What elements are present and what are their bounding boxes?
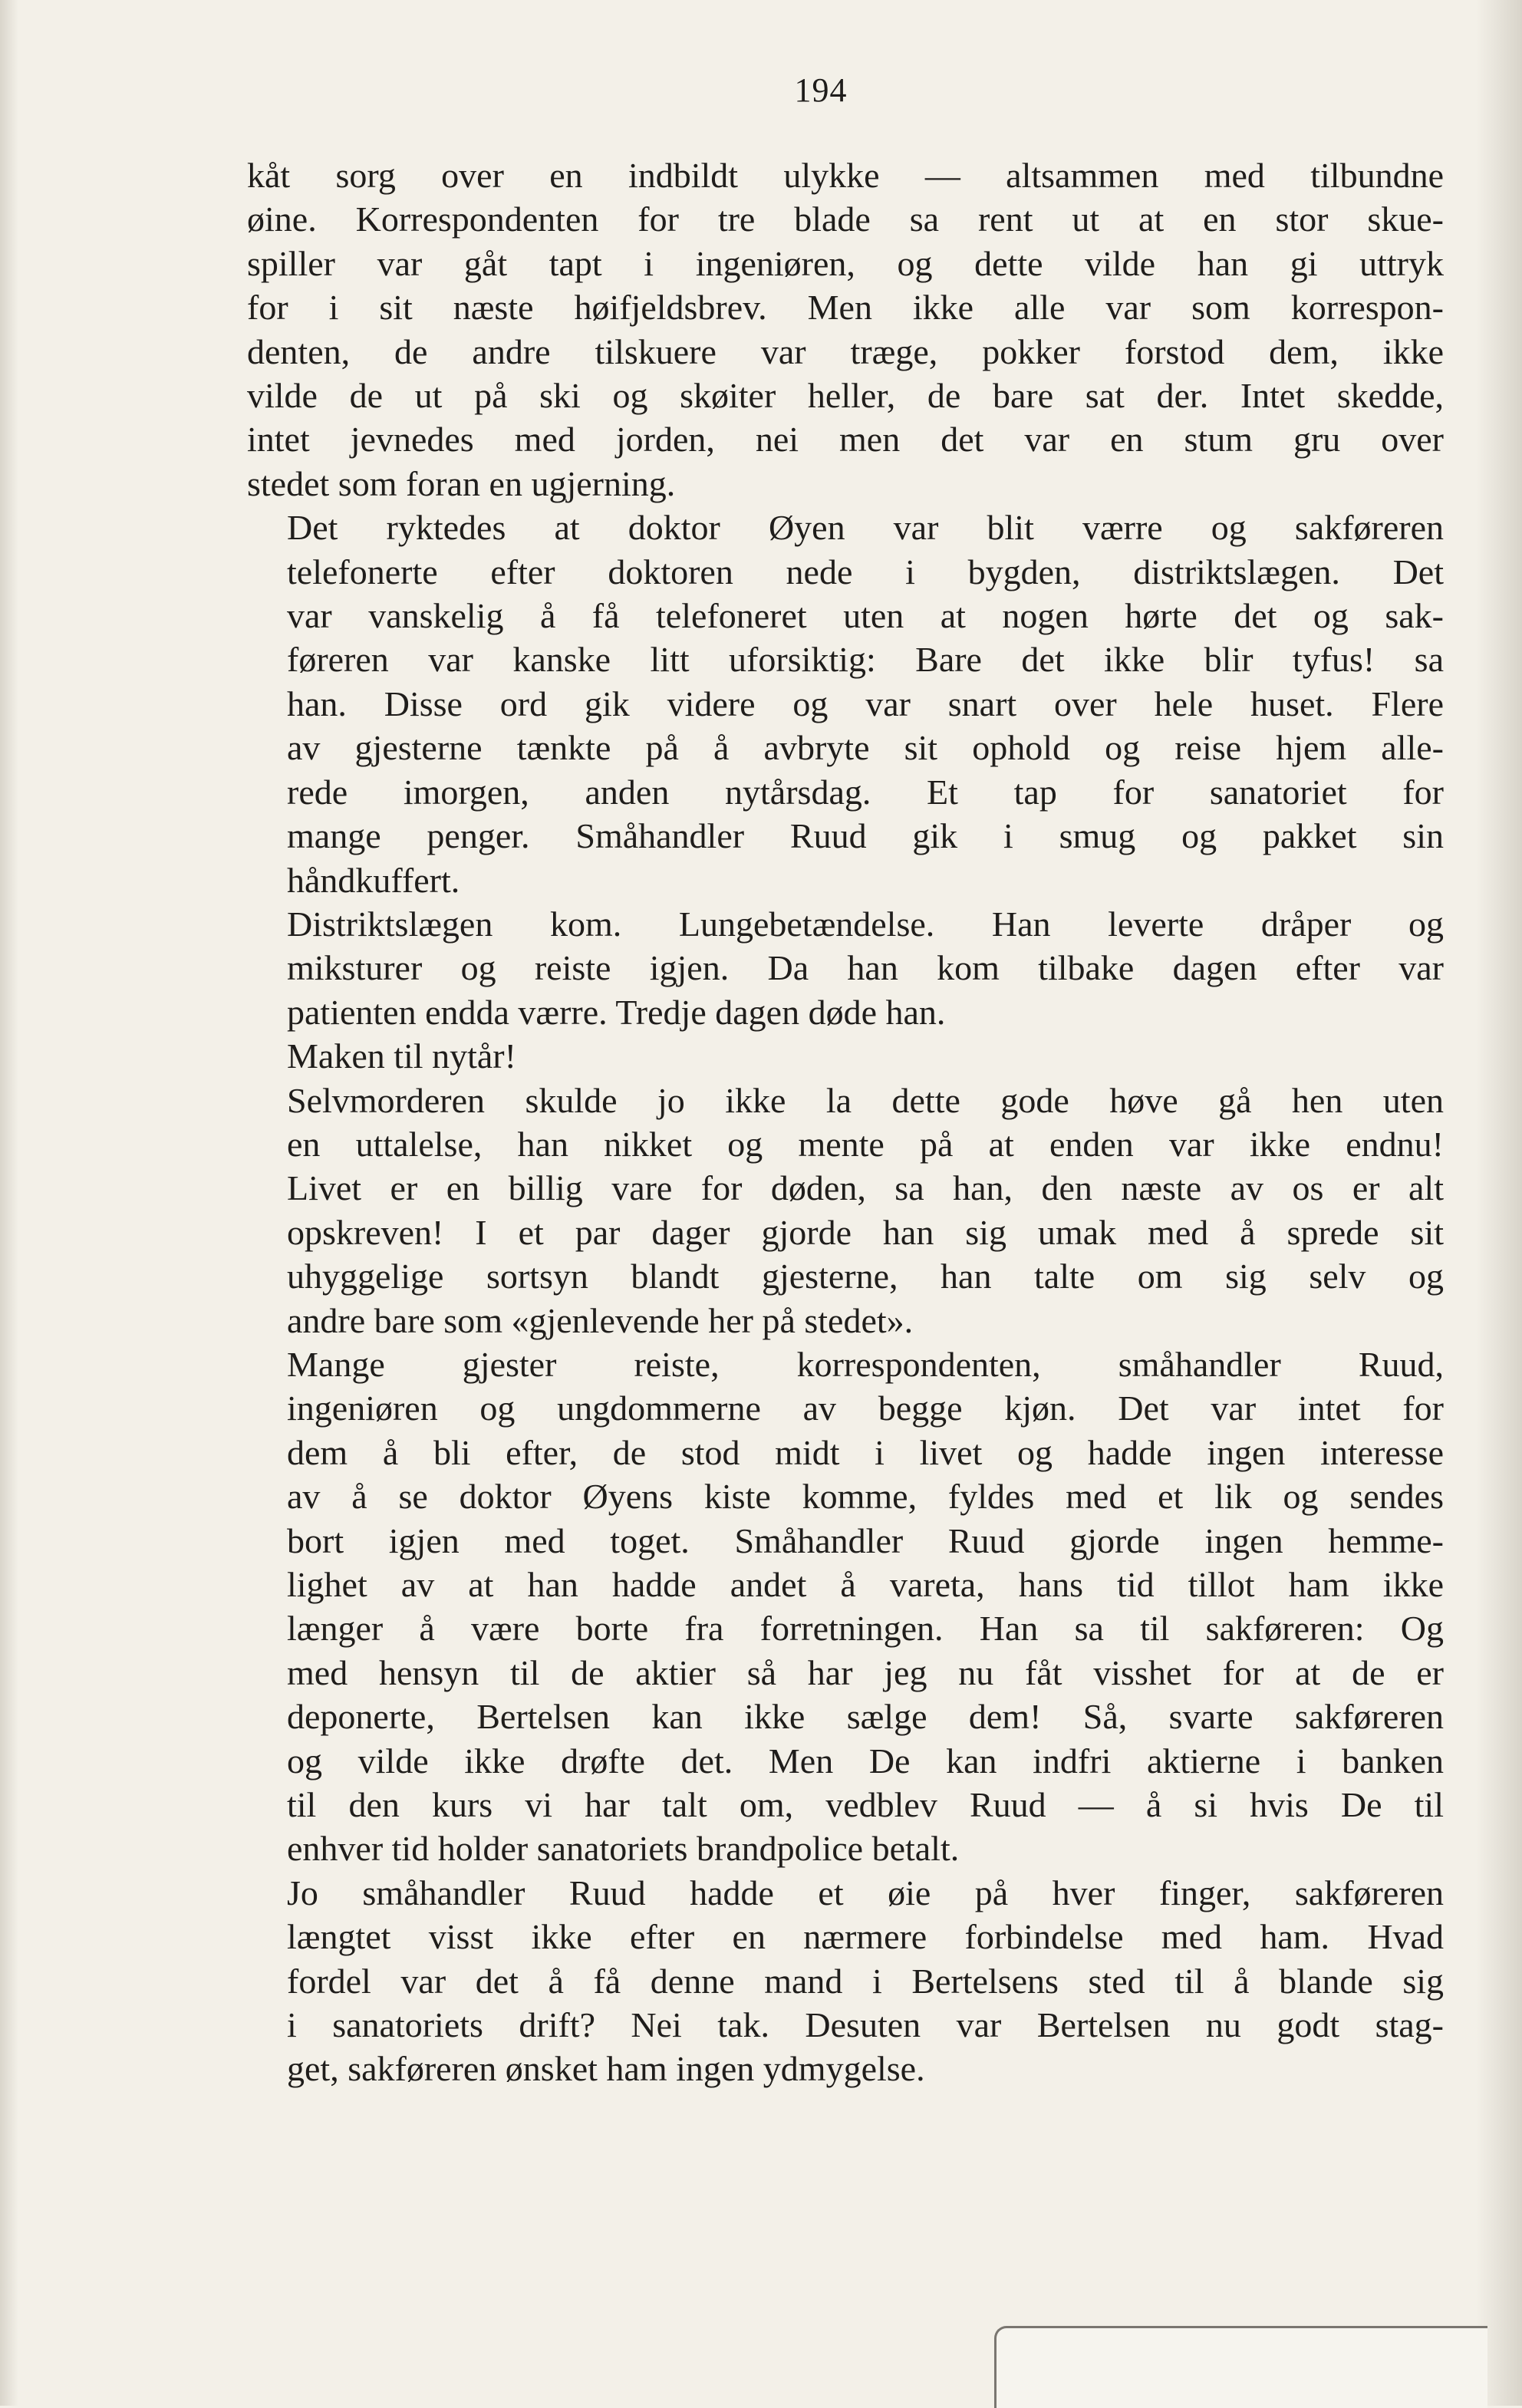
paragraph: [247, 1871, 1444, 2091]
text-line: Jo småhandler Ruud hadde et øie på hver finger, sakføreren: [287, 1873, 1444, 1912]
text-line: håndkuffert.: [287, 860, 460, 900]
text-line: for i sit næste høifjeldsbrev. Men ikke alle var som korrespon-: [247, 288, 1444, 328]
text-line: miksturer og reiste igjen. Da han kom tilbake dagen efter var: [287, 948, 1444, 988]
text-line: mange penger. Småhandler Ruud gik i smug og pakket sin: [287, 816, 1444, 856]
text-line: andre bare som «gjenlevende her på stedet».: [287, 1300, 914, 1340]
page-corner-tab: [994, 2326, 1487, 2408]
text-line: længer å være borte fra forretningen. Han sa til sakføreren: Og: [287, 1609, 1444, 1649]
text-line: patienten endda værre. Tredje dagen døde han.: [287, 992, 946, 1032]
text-line: get, sakføreren ønsket ham ingen ydmygelse.: [287, 2049, 925, 2089]
paragraph: [247, 506, 1444, 902]
paragraph: [247, 153, 1444, 506]
text-line: kåt sorg over en indbildt ulykke — altsammen med tilbundne: [247, 156, 1444, 195]
text-line: spiller var gåt tapt i ingeniøren, og dette vilde han gi uttryk: [247, 243, 1444, 283]
paragraph: [247, 1034, 1444, 1078]
text-line: Selvmorderen skulde jo ikke la dette gode høve gå hen uten: [287, 1080, 1444, 1120]
text-line: og vilde ikke drøfte det. Men De kan indfri aktierne i banken: [287, 1741, 1444, 1780]
paragraph: [247, 1342, 1444, 1871]
page-left-edge: [0, 0, 18, 2406]
text-line: han. Disse ord gik videre og var snart over hele huset. Flere: [287, 684, 1444, 723]
text-line: bort igjen med toget. Småhandler Ruud gjorde ingen hemme-: [287, 1520, 1444, 1560]
paragraph: [247, 902, 1444, 1034]
text-line: føreren var kanske litt uforsiktig: Bare det ikke blir tyfus! sa: [287, 640, 1444, 680]
text-line: av å se doktor Øyens kiste komme, fyldes med et lik og sendes: [287, 1477, 1444, 1517]
text-line: opskreven! I et par dager gjorde han sig umak med å sprede sit: [287, 1212, 1444, 1252]
text-line: en uttalelse, han nikket og mente på at enden var ikke endnu!: [287, 1124, 1444, 1164]
text-line: vilde de ut på ski og skøiter heller, de bare sat der. Intet skedde,: [247, 376, 1444, 416]
text-line: Mange gjester reiste, korrespondenten, småhandler Ruud,: [287, 1344, 1444, 1384]
text-line: til den kurs vi har talt om, vedblev Ruud — å si hvis De til: [287, 1785, 1444, 1825]
text-line: øine. Korrespondenten for tre blade sa rent ut at en stor skue-: [247, 199, 1444, 239]
text-line: deponerte, Bertelsen kan ikke sælge dem! Så, svarte sakføreren: [287, 1697, 1444, 1737]
text-line: denten, de andre tilskuere var træge, pokker forstod dem, ikke: [247, 331, 1444, 371]
text-line: i sanatoriets drift? Nei tak. Desuten var Bertelsen nu godt stag-: [287, 2005, 1444, 2045]
text-line: med hensyn til de aktier så har jeg nu fåt visshet for at de er: [287, 1652, 1444, 1692]
page-number: 194: [794, 71, 848, 109]
text-line: var vanskelig å få telefoneret uten at nogen hørte det og sak-: [287, 596, 1444, 636]
text-line: lighet av at han hadde andet å vareta, hans tid tillot ham ikke: [287, 1565, 1444, 1604]
text-line: telefonerte efter doktoren nede i bygden, distriktslægen. Det: [287, 552, 1444, 591]
text-line: stedet som foran en ugjerning.: [247, 463, 676, 503]
paragraph: [247, 1079, 1444, 1342]
text-line: ingeniøren og ungdommerne av begge kjøn. Det var intet for: [287, 1388, 1444, 1428]
text-line: enhver tid holder sanatoriets brandpolice betalt.: [287, 1829, 960, 1869]
page-right-edge: [1476, 0, 1522, 2406]
text-line: længtet visst ikke efter en nærmere forbindelse med ham. Hvad: [287, 1917, 1444, 1957]
body-text: [247, 153, 1444, 2091]
text-line: av gjesterne tænkte på å avbryte sit ophold og reise hjem alle-: [287, 728, 1444, 768]
text-line: Livet er en billig vare for døden, sa han, den næste av os er alt: [287, 1168, 1444, 1208]
text-line: Distriktslægen kom. Lungebetændelse. Han leverte dråper og: [287, 904, 1444, 944]
text-line: Det ryktedes at doktor Øyen var blit værre og sakføreren: [287, 508, 1444, 548]
text-line: Maken til nytår!: [287, 1036, 516, 1076]
text-line: uhyggelige sortsyn blandt gjesterne, han talte om sig selv og: [287, 1257, 1444, 1296]
text-line: rede imorgen, anden nytårsdag. Et tap for sanatoriet for: [287, 772, 1444, 812]
text-line: dem å bli efter, de stod midt i livet og hadde ingen interesse: [287, 1432, 1444, 1472]
text-line: intet jevnedes med jorden, nei men det var en stum gru over: [247, 420, 1444, 460]
text-line: fordel var det å få denne mand i Bertelsens sted til å blande sig: [287, 1961, 1444, 2001]
